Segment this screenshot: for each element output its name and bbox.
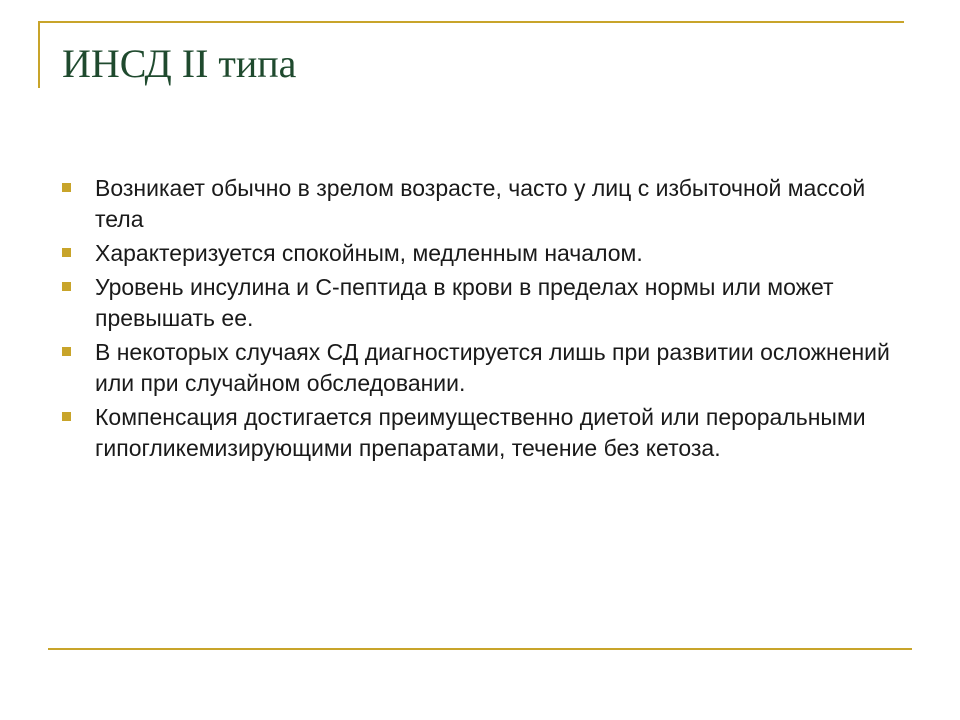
square-bullet-icon [62,282,71,291]
square-bullet-icon [62,248,71,257]
bullet-text: В некоторых случаях СД диагностируется лишь при развитии осложнений или при случайном обследовании. [95,339,890,396]
list-item [62,402,912,464]
bullet-text: Возникает обычно в зрелом возрасте, часто у лиц с избыточной массой тела [95,175,866,232]
bullet-text: Характеризуется спокойным, медленным началом. [95,240,643,266]
square-bullet-icon [62,183,71,192]
square-bullet-icon [62,412,71,421]
list-item [62,238,912,269]
bullet-text: Компенсация достигается преимущественно диетой или пероральными гипогликемизирующими препаратами, течение без кетоза. [95,404,866,461]
list-item [62,173,912,235]
bullet-text: Уровень инсулина и С-пептида в крови в пределах нормы или может превышать ее. [95,274,834,331]
top-divider [38,21,904,23]
square-bullet-icon [62,347,71,356]
list-item [62,337,912,399]
left-divider [38,21,40,88]
slide-title: ИНСД II типа [62,41,297,86]
bullet-list [62,173,912,467]
bottom-divider [48,648,912,650]
list-item [62,272,912,334]
